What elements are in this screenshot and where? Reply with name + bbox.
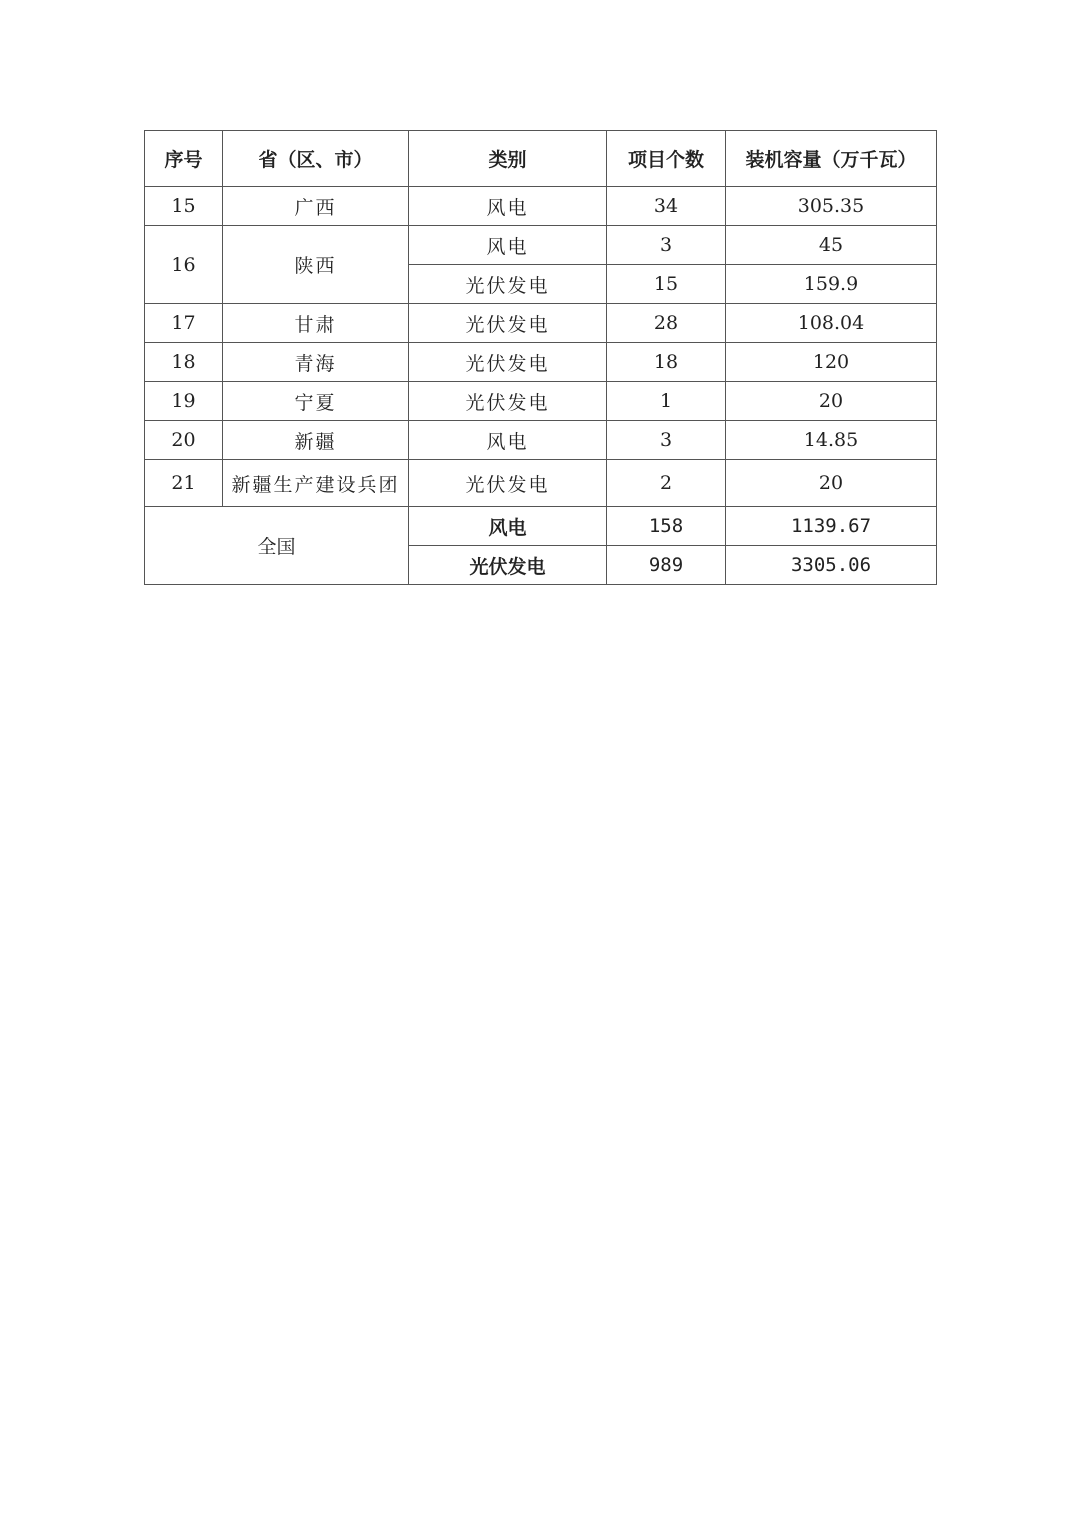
row-count: 28 bbox=[607, 304, 726, 343]
row-province: 甘肃 bbox=[223, 304, 409, 343]
row-seq: 17 bbox=[145, 304, 223, 343]
row-category: 风电 bbox=[409, 226, 607, 265]
row-province: 新疆 bbox=[223, 421, 409, 460]
row-capacity: 45 bbox=[726, 226, 937, 265]
header-count: 项目个数 bbox=[607, 131, 726, 187]
total-row bbox=[145, 507, 937, 546]
total-category: 风电 bbox=[409, 507, 607, 546]
row-category: 光伏发电 bbox=[409, 304, 607, 343]
row-capacity: 120 bbox=[726, 343, 937, 382]
row-seq: 21 bbox=[145, 460, 223, 507]
total-count: 989 bbox=[607, 546, 726, 585]
row-count: 3 bbox=[607, 226, 726, 265]
row-category: 光伏发电 bbox=[409, 343, 607, 382]
row-province: 新疆生产建设兵团 bbox=[223, 460, 409, 507]
table-header-row bbox=[145, 131, 937, 187]
total-label: 全国 bbox=[145, 507, 409, 585]
row-seq: 16 bbox=[145, 226, 223, 304]
row-province: 宁夏 bbox=[223, 382, 409, 421]
row-capacity: 20 bbox=[726, 460, 937, 507]
row-category: 光伏发电 bbox=[409, 265, 607, 304]
row-province: 陕西 bbox=[223, 226, 409, 304]
row-capacity: 14.85 bbox=[726, 421, 937, 460]
header-category: 类别 bbox=[409, 131, 607, 187]
row-count: 18 bbox=[607, 343, 726, 382]
row-seq: 19 bbox=[145, 382, 223, 421]
row-count: 2 bbox=[607, 460, 726, 507]
row-category: 风电 bbox=[409, 187, 607, 226]
table-row bbox=[145, 343, 937, 382]
row-count: 1 bbox=[607, 382, 726, 421]
total-category: 光伏发电 bbox=[409, 546, 607, 585]
row-capacity: 108.04 bbox=[726, 304, 937, 343]
row-seq: 15 bbox=[145, 187, 223, 226]
table-row bbox=[145, 421, 937, 460]
row-count: 15 bbox=[607, 265, 726, 304]
row-category: 风电 bbox=[409, 421, 607, 460]
row-category: 光伏发电 bbox=[409, 382, 607, 421]
row-province: 广西 bbox=[223, 187, 409, 226]
row-capacity: 305.35 bbox=[726, 187, 937, 226]
header-province: 省（区、市） bbox=[223, 131, 409, 187]
row-capacity: 20 bbox=[726, 382, 937, 421]
header-capacity: 装机容量（万千瓦） bbox=[726, 131, 937, 187]
table-row bbox=[145, 226, 937, 265]
row-count: 3 bbox=[607, 421, 726, 460]
table-row bbox=[145, 460, 937, 507]
total-capacity: 3305.06 bbox=[726, 546, 937, 585]
table-row bbox=[145, 382, 937, 421]
row-seq: 20 bbox=[145, 421, 223, 460]
row-count: 34 bbox=[607, 187, 726, 226]
project-table bbox=[144, 130, 937, 585]
total-capacity: 1139.67 bbox=[726, 507, 937, 546]
row-category: 光伏发电 bbox=[409, 460, 607, 507]
table-row bbox=[145, 304, 937, 343]
row-seq: 18 bbox=[145, 343, 223, 382]
table-row bbox=[145, 187, 937, 226]
total-count: 158 bbox=[607, 507, 726, 546]
header-seq: 序号 bbox=[145, 131, 223, 187]
row-capacity: 159.9 bbox=[726, 265, 937, 304]
row-province: 青海 bbox=[223, 343, 409, 382]
